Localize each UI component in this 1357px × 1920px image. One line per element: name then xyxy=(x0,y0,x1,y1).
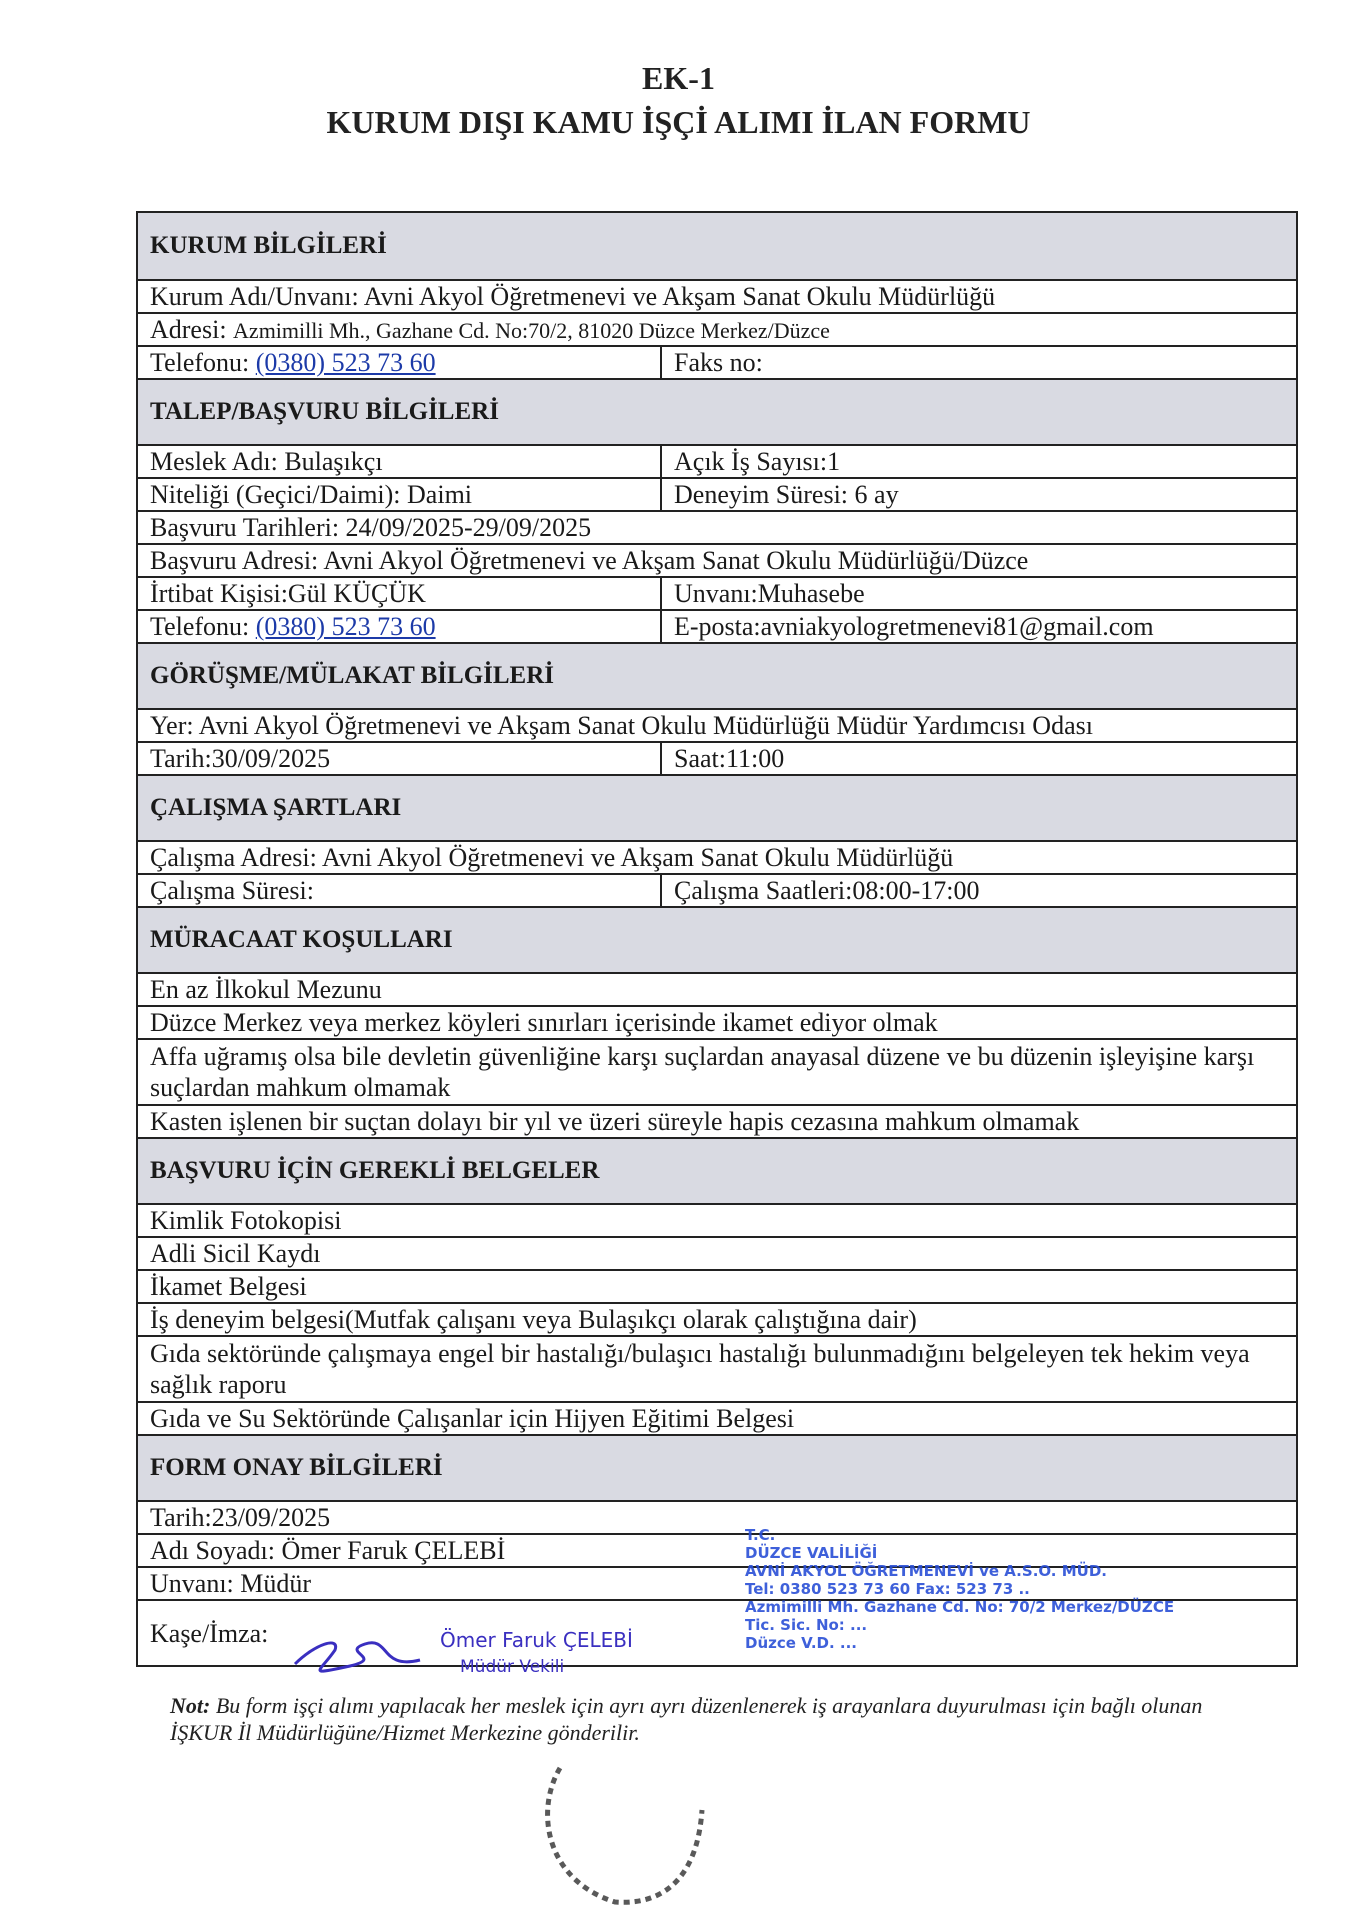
section-title: FORM ONAY BİLGİLERİ xyxy=(150,1454,443,1481)
application-dates: Başvuru Tarihleri: 24/09/2025-29/09/2025 xyxy=(150,513,592,542)
work-duration: Çalışma Süresi: xyxy=(138,875,662,906)
stamp-line: Tic. Sic. No: ... xyxy=(745,1616,868,1634)
open-positions: Açık İş Sayısı:1 xyxy=(674,447,841,476)
document-item: Kimlik Fotokopisi xyxy=(150,1206,342,1235)
work-hours: Çalışma Saatleri:08:00-17:00 xyxy=(674,876,980,905)
phone-link[interactable]: (0380) 523 73 60 xyxy=(255,348,436,377)
experience: Deneyim Süresi: 6 ay xyxy=(674,480,899,509)
document-item: Gıda sektöründe çalışmaya engel bir hastalığı/bulaşıcı hastalığı bulunmadığını belgeleyen tek hekim veya sağlık raporu xyxy=(150,1339,1250,1399)
note-label: Not: xyxy=(170,1693,211,1718)
section-belgeler xyxy=(138,1137,1296,1203)
application-address: Başvuru Adresi: Avni Akyol Öğretmenevi ve Akşam Sanat Okulu Müdürlüğü/Düzce xyxy=(150,546,1029,575)
signature-title: Müdür Vekili xyxy=(460,1657,565,1677)
approver-title: Unvanı: Müdür xyxy=(150,1569,312,1598)
work-address: Çalışma Adresi: Avni Akyol Öğretmenevi ve Akşam Sanat Okulu Müdürlüğü xyxy=(150,843,954,872)
address-value: Azmimilli Mh., Gazhane Cd. No:70/2, 81020 Düzce Merkez/Düzce xyxy=(233,317,830,343)
approver-name: Adı Soyadı: Ömer Faruk ÇELEBİ xyxy=(150,1536,506,1565)
page-title: KURUM DIŞI KAMU İŞÇİ ALIMI İLAN FORMU xyxy=(326,104,1031,140)
condition-item: Affa uğramış olsa bile devletin güvenliğine karşı suçlardan anayasal düzene ve bu düzenin işleyişine karşı suçlardan mahkum olmamak xyxy=(150,1042,1255,1102)
phone-label: Telefonu: xyxy=(150,348,250,377)
section-kurum xyxy=(138,213,1296,279)
note-text: Bu form işçi alımı yapılacak her meslek için ayrı ayrı düzenlenerek iş arayanlara duyurulması için bağlı olunan İŞKUR İl Müdürlüğüne/Hizmet Merkezine gönderilir. xyxy=(170,1693,1203,1745)
contact-email: E-posta:avniakyologretmenevi81@gmail.com xyxy=(674,612,1154,641)
document-item: İkamet Belgesi xyxy=(150,1272,307,1301)
interview-time: Saat:11:00 xyxy=(674,744,785,773)
signature-name: Ömer Faruk ÇELEBİ xyxy=(440,1628,633,1652)
approval-date: Tarih:23/09/2025 xyxy=(150,1503,331,1532)
section-onay xyxy=(138,1434,1296,1500)
stamp-line: Tel: 0380 523 73 60 Fax: 523 73 .. xyxy=(745,1580,1030,1598)
section-title: KURUM BİLGİLERİ xyxy=(150,232,387,259)
occupation: Meslek Adı: Bulaşıkçı xyxy=(138,446,662,477)
contact-phone xyxy=(138,611,662,642)
stamp-line: AVNİ AKYOL ÖĞRETMENEVİ ve A.S.O. MÜD. xyxy=(745,1562,1107,1580)
interview-place: Yer: Avni Akyol Öğretmenevi ve Akşam Sanat Okulu Müdürlüğü Müdür Yardımcısı Odası xyxy=(150,711,1093,740)
stamp-line: DÜZCE VALİLİĞİ xyxy=(745,1544,878,1562)
institution-fax: Faks no: xyxy=(674,348,763,377)
address-label: Adresi: xyxy=(150,314,227,344)
stamp-line: T.C. xyxy=(745,1526,776,1544)
document-item: Adli Sicil Kaydı xyxy=(150,1239,321,1268)
contact-title: Unvanı:Muhasebe xyxy=(674,579,865,608)
footnote xyxy=(170,1692,1250,1746)
section-gorusme xyxy=(138,642,1296,708)
section-muracaat xyxy=(138,906,1296,972)
section-title: TALEP/BAŞVURU BİLGİLERİ xyxy=(150,398,499,425)
document-item: Gıda ve Su Sektöründe Çalışanlar için Hijyen Eğitimi Belgesi xyxy=(150,1404,795,1433)
section-title: GÖRÜŞME/MÜLAKAT BİLGİLERİ xyxy=(150,662,555,689)
stamp-line: Düzce V.D. ... xyxy=(745,1634,857,1652)
institution-address xyxy=(138,314,1296,346)
annex-label: EK-1 xyxy=(642,60,715,96)
section-title: MÜRACAAT KOŞULLARI xyxy=(150,926,453,953)
condition-item: En az İlkokul Mezunu xyxy=(150,975,382,1004)
document-item: İş deneyim belgesi(Mutfak çalışanı veya Bulaşıkçı olarak çalıştığına dair) xyxy=(150,1305,917,1334)
phone-label: Telefonu: xyxy=(150,612,250,641)
condition-item: Kasten işlenen bir suçtan dolayı bir yıl ve üzeri süreyle hapis cezasına mahkum olmamak xyxy=(150,1107,1080,1136)
section-title: BAŞVURU İÇİN GEREKLİ BELGELER xyxy=(150,1157,600,1184)
round-seal-stamp xyxy=(520,1760,720,1910)
stamp-line: Azmimilli Mh. Gazhane Cd. No: 70/2 Merkez/DÜZCE xyxy=(745,1598,1175,1616)
institution-name: Kurum Adı/Unvanı: Avni Akyol Öğretmenevi ve Akşam Sanat Okulu Müdürlüğü xyxy=(150,282,996,311)
section-title: ÇALIŞMA ŞARTLARI xyxy=(150,794,402,821)
interview-date: Tarih:30/09/2025 xyxy=(138,743,662,774)
section-calisma xyxy=(138,774,1296,840)
stamp-signature-label: Kaşe/İmza: xyxy=(150,1618,269,1648)
institution-phone xyxy=(138,347,662,378)
condition-item: Düzce Merkez veya merkez köyleri sınırları içerisinde ikamet ediyor olmak xyxy=(150,1008,938,1037)
job-type: Niteliği (Geçici/Daimi): Daimi xyxy=(138,479,662,510)
section-talep xyxy=(138,378,1296,444)
announcement-form xyxy=(136,211,1298,1667)
contact-person: İrtibat Kişisi:Gül KÜÇÜK xyxy=(138,578,662,609)
phone-link[interactable]: (0380) 523 73 60 xyxy=(255,612,436,641)
